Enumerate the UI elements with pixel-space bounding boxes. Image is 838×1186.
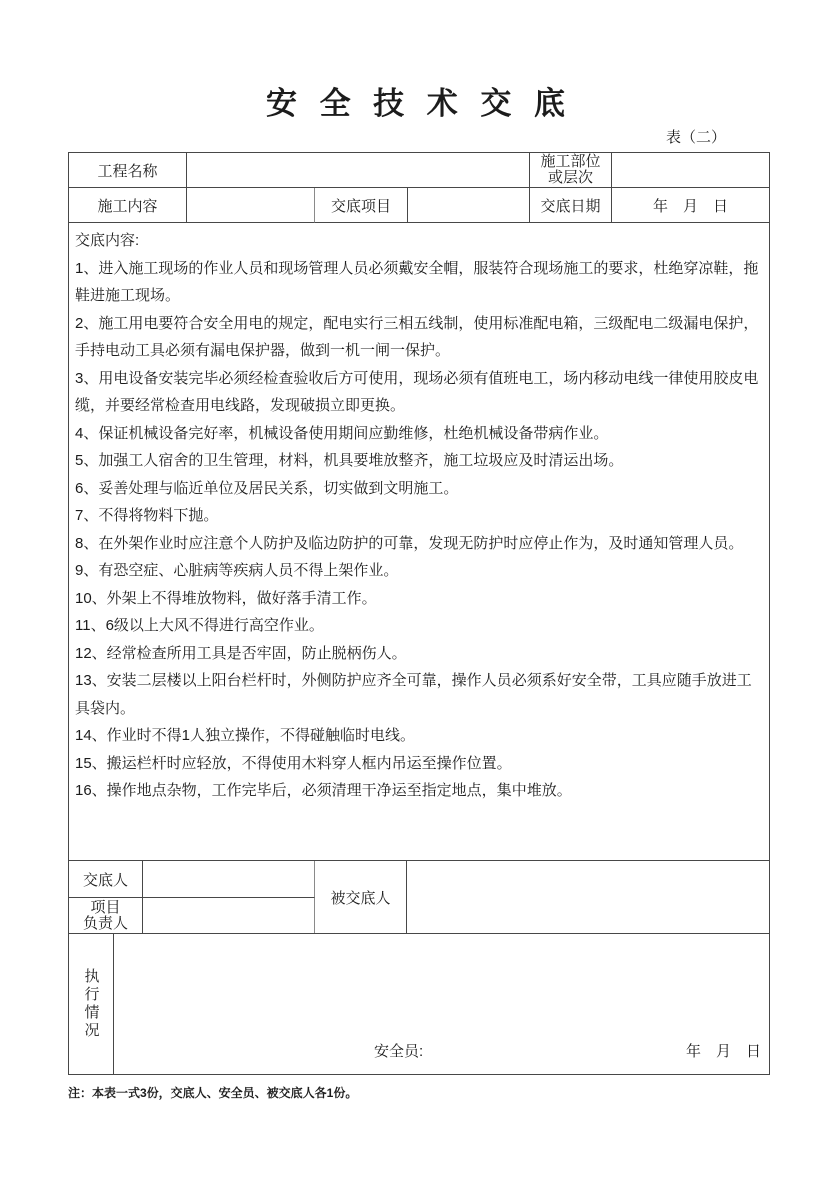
sheet-number-label: 表（二） <box>665 129 726 146</box>
disclosure-item: 6、妥善处理与临近单位及居民关系，切实做到文明施工。 <box>75 479 459 497</box>
discloser-label: 交底人 <box>69 861 143 898</box>
disclosure-item: 13、安装二层楼以上阳台栏杆时，外侧防护应齐全可靠，操作人员必须系好安全带，工具应随手放进工具袋内。 <box>75 672 752 717</box>
construction-content-field[interactable] <box>187 188 315 223</box>
execution-section <box>69 934 769 1074</box>
disclosure-date-field: 年 月 日 <box>612 188 769 223</box>
disclosure-item: 15、搬运栏杆时应轻放，不得使用木料穿人框内吊运至操作位置。 <box>75 754 512 772</box>
construction-content-label: 施工内容 <box>69 188 187 223</box>
disclosure-item: 14、作业时不得1人独立操作，不得碰触临时电线。 <box>75 727 416 744</box>
receiver-label: 被交底人 <box>315 861 407 933</box>
disclosure-item: 12、经常检查所用工具是否牢固，防止脱柄伤人。 <box>75 644 407 662</box>
execution-date-field: 年 月 日 <box>685 1043 761 1060</box>
disclosure-item: 11、6级以上大风不得进行高空作业。 <box>75 617 324 634</box>
disclosure-item-label: 交底项目 <box>315 188 408 223</box>
receiver-signature-field[interactable] <box>407 861 769 933</box>
signature-section <box>69 861 769 934</box>
form-header <box>69 153 769 223</box>
disclosure-item: 2、施工用电要符合安全用电的规定，配电实行三相五线制，使用标准配电箱，三级配电二级漏电保护，手持电动工具必须有漏电保护器，做到一机一闸一保护。 <box>75 314 759 359</box>
disclosure-content-heading: 交底内容: <box>75 232 140 249</box>
project-manager-signature-field[interactable] <box>143 898 315 933</box>
disclosure-item: 7、不得将物料下抛。 <box>75 507 219 524</box>
construction-part-label: 施工部位 或层次 <box>530 153 612 188</box>
footnote: 注：本表一式3份，交底人、安全员、被交底人各1份。 <box>68 1086 358 1100</box>
form-table <box>68 152 770 1075</box>
disclosure-items <box>75 255 761 805</box>
execution-label: 执行情况 <box>82 968 100 1040</box>
page-title: 安 全 技 术 交 底 <box>265 86 573 121</box>
disclosure-item: 16、操作地点杂物，工作完毕后，必须清理干净运至指定地点，集中堆放。 <box>75 782 572 799</box>
disclosure-item: 1、进入施工现场的作业人员和现场管理人员必须戴安全帽，服装符合现场施工的要求，杜绝穿凉鞋，拖鞋进施工现场。 <box>75 259 759 304</box>
disclosure-item: 9、有恐空症、心脏病等疾病人员不得上架作业。 <box>75 562 399 579</box>
disclosure-content-cell <box>69 223 769 861</box>
discloser-signature-field[interactable] <box>143 861 315 898</box>
disclosure-item: 3、用电设备安装完毕必须经检查验收后方可使用，现场必须有值班电工，场内移动电线一律使用胶皮电缆，并要经常检查用电线路，发现破损立即更换。 <box>75 369 759 414</box>
disclosure-item: 8、在外架作业时应注意个人防护及临边防护的可靠，发现无防护时应停止作为，及时通知管理人员。 <box>75 534 744 552</box>
disclosure-item-field[interactable] <box>408 188 530 223</box>
execution-body-field[interactable] <box>114 934 769 1074</box>
project-manager-label: 项目 负责人 <box>69 898 143 933</box>
execution-label-cell <box>69 934 114 1074</box>
disclosure-item: 4、保证机械设备完好率，机械设备使用期间应勤维修，杜绝机械设备带病作业。 <box>75 424 609 442</box>
project-name-field[interactable] <box>187 153 530 188</box>
disclosure-item: 5、加强工人宿舍的卫生管理，材料，机具要堆放整齐，施工垃圾应及时清运出场。 <box>75 452 624 469</box>
disclosure-date-label: 交底日期 <box>530 188 612 223</box>
disclosure-item: 10、外架上不得堆放物料，做好落手清工作。 <box>75 589 377 607</box>
construction-part-field[interactable] <box>612 153 769 188</box>
project-name-label: 工程名称 <box>69 153 187 188</box>
safety-officer-label: 安全员: <box>374 1043 424 1060</box>
